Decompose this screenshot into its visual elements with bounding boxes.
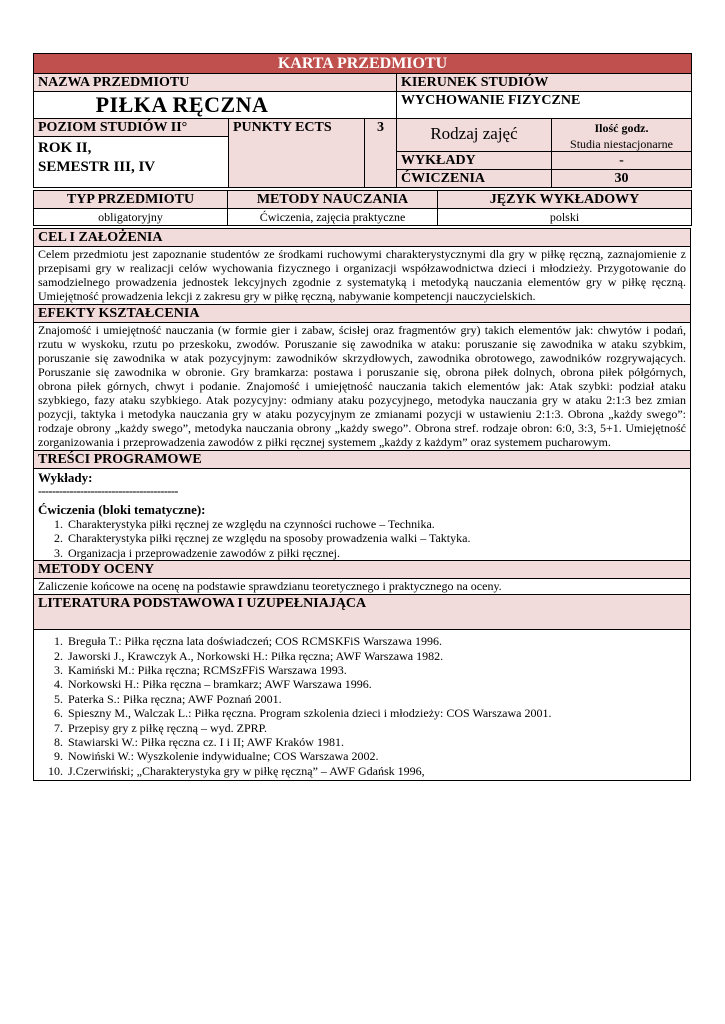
subject-name: PIŁKA RĘCZNA xyxy=(34,92,397,119)
program-content xyxy=(34,469,691,561)
goal-label: CEL I ZAŁOŻENIA xyxy=(34,229,691,247)
year-cell xyxy=(34,137,229,188)
assessment-label: METODY OCENY xyxy=(34,561,691,579)
exercises-heading: Ćwiczenia (bloki tematyczne): xyxy=(38,502,206,517)
exercises-label: ĆWICZENIA xyxy=(397,170,552,188)
exercise-item: 1. Charakterystyka piłki ręcznej ze względu na czynności ruchowe – Technika. xyxy=(66,517,686,531)
literature-item: 2. Jaworski J., Krawczyk A., Norkowski H.: Piłka ręczna; AWF Warszawa 1982. xyxy=(66,649,686,663)
exercises-list xyxy=(38,517,686,560)
hours-label: Ilość godz. xyxy=(594,121,649,135)
year-line-2: SEMESTR III, IV xyxy=(38,159,156,175)
hours-cell xyxy=(552,119,692,152)
language-label: JĘZYK WYKŁADOWY xyxy=(438,191,692,209)
type-value: obligatoryjny xyxy=(34,209,228,226)
lectures-hours: - xyxy=(552,152,692,170)
program-label: TREŚCI PROGRAMOWE xyxy=(34,451,691,469)
hours-sub: Studia niestacjonarne xyxy=(570,137,673,151)
level-label: POZIOM STUDIÓW II° xyxy=(34,119,229,137)
header-table xyxy=(33,53,692,188)
class-type-label: Rodzaj zajęć xyxy=(397,119,552,152)
literature-item: 8. Stawiarski W.: Piłka ręczna cz. I i II; AWF Kraków 1981. xyxy=(66,735,686,749)
type-label: TYP PRZEDMIOTU xyxy=(34,191,228,209)
literature-item: 6. Spieszny M., Walczak L.: Piłka ręczna. Program szkolenia dzieci i młodzieży: COS Warszawa 2001. xyxy=(66,706,686,720)
sections-table xyxy=(33,228,691,781)
lectures-heading: Wykłady: xyxy=(38,470,93,485)
subject-name-label: NAZWA PRZEDMIOTU xyxy=(34,74,397,92)
type-table xyxy=(33,190,692,226)
literature-item: 7. Przepisy gry z piłkę ręczną – wyd. ZPRP. xyxy=(66,721,686,735)
literature-item: 1. Breguła T.: Piłka ręczna lata doświadczeń; COS RCMSKFiS Warszawa 1996. xyxy=(66,634,686,648)
lectures-label: WYKŁADY xyxy=(397,152,552,170)
exercise-item: 2. Charakterystyka piłki ręcznej ze względu na sposoby prowadzenia walki – Taktyka. xyxy=(66,531,686,545)
field-value: WYCHOWANIE FIZYCZNE xyxy=(397,92,692,119)
effects-label: EFEKTY KSZTAŁCENIA xyxy=(34,305,691,323)
literature-list xyxy=(38,634,686,778)
literature-content xyxy=(34,630,691,781)
year-line-1: ROK II, xyxy=(38,140,92,156)
exercise-item: 3. Organizacja i przeprowadzenie zawodów z piłki ręcznej. xyxy=(66,546,686,560)
assessment-text: Zaliczenie końcowe na ocenę na podstawie sprawdzianu teoretycznego i praktycznego na oceny. xyxy=(34,579,691,595)
ects-label: PUNKTY ECTS xyxy=(229,119,365,188)
methods-value: Ćwiczenia, zajęcia praktyczne xyxy=(228,209,438,226)
effects-text: Znajomość i umiejętność nauczania (w formie gier i zabaw, ścisłej oraz fragmentów gry) takich elementów jak: chwytów i podań, rzutu w wyskoku, rzutu po przeskoku, zwodów. Poruszanie się zawodnika w ataku: poruszanie się zawodnika w ataku szybkim, poruszanie się zawodnika w atak pozycyjnym: zawodników skrzydłowych, zawodnika obrotowego, zawodników rozgrywających. Poruszanie się zawodnika w obronie. Gry bramkarza: postawa i poruszanie się, obrona piłek dolnych, obrona piłek półgórnych, obrona piłek górnych, chwyt i podanie. Znajomość i umiejętność nauczania takich elementów jak: Atak szybki: podział ataku szybkiego, fazy ataku szybkiego. Atak pozycyjny: odmiany ataku pozycyjnego, metodyka nauczania gry w ataku 2:1:3 bez zmian pozycji, taktyka i metodyka nauczania gry w ataku pozycyjnym ze zmianami pozycji w ustawieniu 2:1:3. Obrona „każdy swego”: rodzaje obrony „każdy swego”, metodyka nauczania obrony „każdy swego”. Obrona stref. rodzaje obron: 6:0, 3:3, 5+1. Umiejętność zorganizowania i przeprowadzenia zawodów z piłki ręcznej systemem „każdy z każdym” oraz systemem pucharowym. xyxy=(34,323,691,451)
goal-text: Celem przedmiotu jest zapoznanie studentów ze środkami ruchowymi charakterystycznymi dla gry w piłkę ręczną, zaznajomienie z przepisami gry w realizacji celów wychowania fizycznego i organizacji współzawodnictwa dzieci i młodzieży. Przygotowanie do samodzielnego prowadzenia jednostek lekcyjnych zgodnie z systematyką i metodyką nauczania elementów gry w piłkę ręczną. Umiejętność prowadzenia lekcji z zakresu gry w piłkę ręczną, nabywanie kompetencji nauczycielskich. xyxy=(34,247,691,305)
literature-label: LITERATURA PODSTAWOWA I UZUPEŁNIAJĄCA xyxy=(34,595,691,630)
exercises-hours: 30 xyxy=(552,170,692,188)
literature-item: 3. Kamiński M.: Piłka ręczna; RCMSzFFiS Warszawa 1993. xyxy=(66,663,686,677)
language-value: polski xyxy=(438,209,692,226)
literature-item: 4. Norkowski H.: Piłka ręczna – bramkarz; AWF Warszawa 1996. xyxy=(66,677,686,691)
methods-label: METODY NAUCZANIA xyxy=(228,191,438,209)
literature-item: 10. J.Czerwiński; „Charakterystyka gry w piłkę ręczną” – AWF Gdańsk 1996, xyxy=(66,764,686,778)
literature-item: 9. Nowiński W.: Wyszkolenie indywidualne; COS Warszawa 2002. xyxy=(66,749,686,763)
card-title: KARTA PRZEDMIOTU xyxy=(34,54,692,74)
field-label: KIERUNEK STUDIÓW xyxy=(397,74,692,92)
lectures-dashes: ---------------------------------------- xyxy=(38,484,178,498)
literature-item: 5. Paterka S.: Piłka ręczna; AWF Poznań 2001. xyxy=(66,692,686,706)
ects-value: 3 xyxy=(365,119,397,188)
course-card xyxy=(33,53,691,781)
